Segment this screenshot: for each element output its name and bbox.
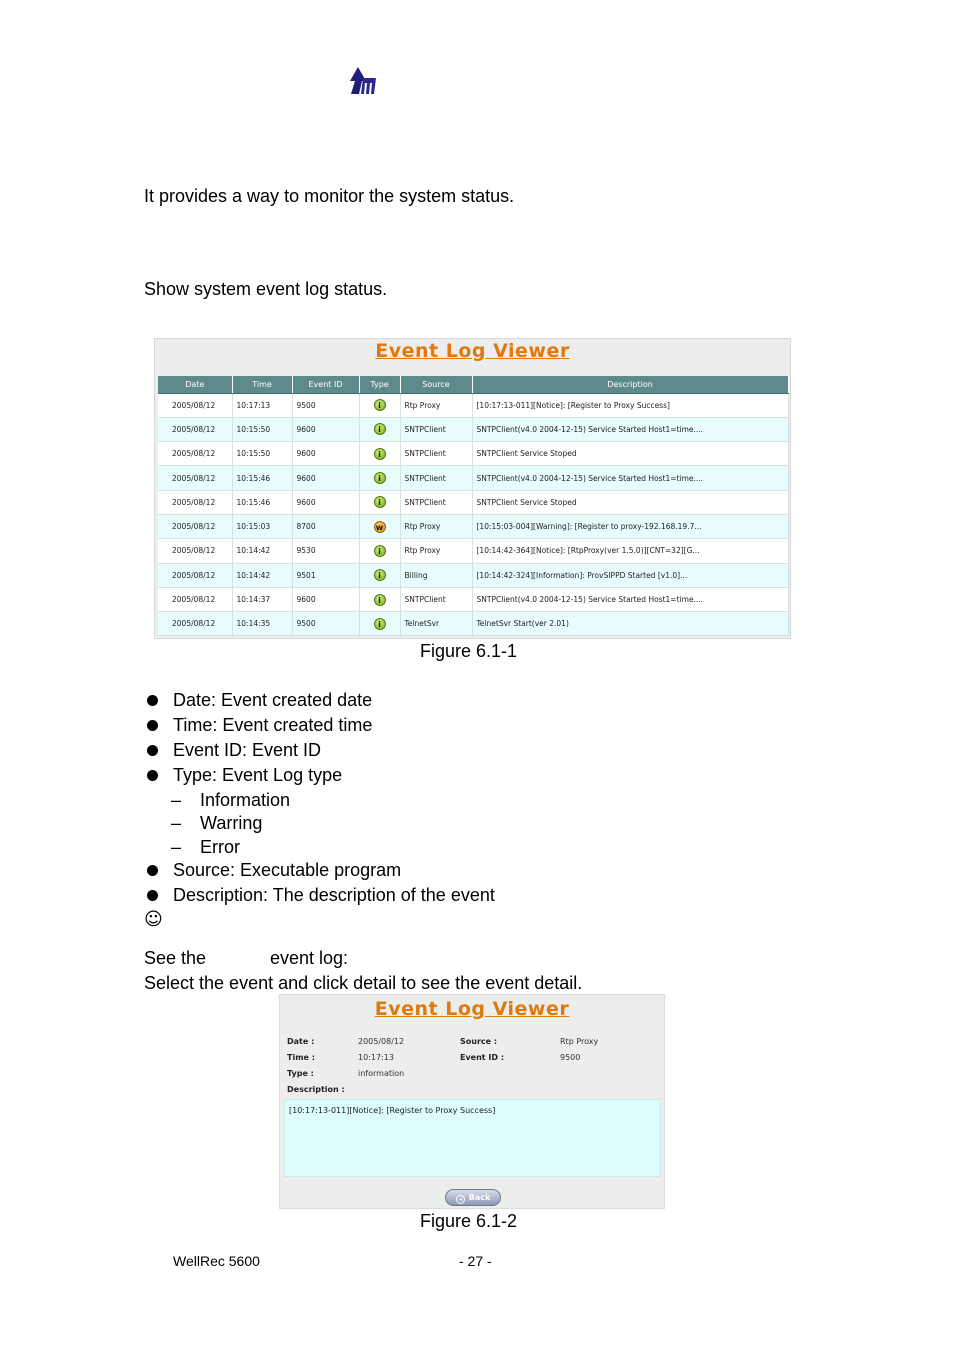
cell-date: 2005/08/12 (158, 612, 232, 636)
cell-description: [10:14:42-324][Information]: ProvSIPPD Started [v1.0]... (472, 563, 788, 587)
cell-source: Rtp Proxy (400, 539, 472, 563)
detail-date-label: Date : (287, 1037, 315, 1046)
back-arrow-icon: ◂ (456, 1195, 465, 1204)
table-row[interactable] (158, 442, 788, 466)
type-value-warring: Warring (200, 813, 263, 833)
information-type-icon: i (374, 569, 386, 581)
bullet-icon (147, 890, 158, 901)
detail-date-value: 2005/08/12 (358, 1037, 405, 1046)
information-type-icon: i (374, 618, 386, 630)
table-row[interactable] (158, 490, 788, 514)
smiley-icon: ☺ (144, 909, 163, 930)
bullet-icon (147, 695, 158, 706)
information-type-icon: i (374, 545, 386, 557)
cell-time: 10:14:42 (232, 563, 292, 587)
cell-description: [10:17:13-011][Notice]: [Register to Proxy Success] (472, 393, 788, 417)
cell-source: SNTPClient (400, 587, 472, 611)
cell-time: 10:17:13 (232, 393, 292, 417)
cell-event-id: 9501 (292, 563, 359, 587)
intro-monitor-text: It provides a way to monitor the system status. (144, 186, 515, 206)
cell-type (359, 442, 400, 466)
type-value-information: Information (200, 790, 291, 810)
cell-type (359, 587, 400, 611)
field-type-text: Type: Event Log type (173, 765, 343, 785)
cell-type (359, 563, 400, 587)
cell-event-id: 8700 (292, 514, 359, 538)
detail-description-box[interactable] (284, 1099, 661, 1177)
column-header-date[interactable]: Date (158, 376, 232, 393)
cell-date: 2005/08/12 (158, 587, 232, 611)
table-row[interactable] (158, 612, 788, 636)
cell-event-id: 9600 (292, 417, 359, 441)
cell-source: SNTPClient (400, 490, 472, 514)
table-row[interactable] (158, 514, 788, 538)
detail-event-log-text: event log: (270, 948, 349, 968)
column-header-time[interactable]: Time (232, 376, 292, 393)
cell-type (359, 393, 400, 417)
cell-type (359, 466, 400, 490)
field-date-text: Date: Event created date (173, 690, 373, 710)
footer-page-number: - 27 - (459, 1253, 492, 1269)
cell-source: TelnetSvr (400, 612, 472, 636)
cell-date: 2005/08/12 (158, 417, 232, 441)
cell-time: 10:15:03 (232, 514, 292, 538)
cell-description: SNTPClient(v4.0 2004-12-15) Service Started Host1=time.... (472, 587, 788, 611)
cell-source: SNTPClient (400, 442, 472, 466)
cell-source: Rtp Proxy (400, 393, 472, 417)
table-row[interactable] (158, 417, 788, 441)
detail-source-value: Rtp Proxy (560, 1037, 599, 1046)
intro-show-text: Show system event log status. (144, 279, 388, 299)
cell-type (359, 417, 400, 441)
cell-time: 10:14:42 (232, 539, 292, 563)
field-event-id-text: Event ID: Event ID (173, 740, 322, 760)
cell-event-id: 9600 (292, 490, 359, 514)
dash-bullet-icon: – (171, 813, 182, 833)
cell-time: 10:15:46 (232, 466, 292, 490)
cell-event-id: 9600 (292, 466, 359, 490)
column-header-type[interactable]: Type (359, 376, 400, 393)
table-header-row (158, 376, 788, 393)
event-detail-screenshot (279, 994, 665, 1209)
detail-description-label: Description : (287, 1085, 345, 1094)
event-log-viewer-screenshot (154, 338, 791, 639)
cell-event-id: 9500 (292, 393, 359, 417)
cell-date: 2005/08/12 (158, 490, 232, 514)
cell-date: 2005/08/12 (158, 514, 232, 538)
cell-event-id: 9500 (292, 612, 359, 636)
field-source-text: Source: Executable program (173, 860, 402, 880)
company-logo-icon (349, 67, 379, 95)
detail-description-value: [10:17:13-011][Notice]: [Register to Proxy Success] (289, 1106, 496, 1115)
cell-event-id: 9600 (292, 587, 359, 611)
cell-source: Billing (400, 563, 472, 587)
cell-event-id: 9600 (292, 442, 359, 466)
information-type-icon: i (374, 594, 386, 606)
cell-description: SNTPClient Service Stoped (472, 442, 788, 466)
column-header-description[interactable]: Description (472, 376, 788, 393)
detail-event-id-value: 9500 (560, 1053, 581, 1062)
back-button-label: Back (468, 1193, 491, 1202)
detail-type-value: information (358, 1069, 405, 1078)
back-button[interactable] (445, 1189, 501, 1206)
dash-bullet-icon: – (171, 837, 182, 857)
warning-type-icon: w (374, 521, 386, 533)
dash-bullet-icon: – (171, 790, 182, 810)
cell-type (359, 514, 400, 538)
detail-see-text: See the (144, 948, 207, 968)
cell-description: TelnetSvr Start(ver 2.01) (472, 612, 788, 636)
cell-description: SNTPClient(v4.0 2004-12-15) Service Started Host1=time.... (472, 466, 788, 490)
event-log-viewer-title: Event Log Viewer (375, 340, 570, 362)
bullet-icon (147, 745, 158, 756)
cell-date: 2005/08/12 (158, 563, 232, 587)
detail-source-label: Source : (460, 1037, 498, 1046)
detail-type-label: Type : (287, 1069, 314, 1078)
cell-description: [10:15:03-004][Warning]: [Register to proxy-192.168.19.7... (472, 514, 788, 538)
field-description-text: Description: The description of the event (173, 885, 495, 905)
cell-type (359, 539, 400, 563)
cell-time: 10:15:50 (232, 417, 292, 441)
figure-caption-1: Figure 6.1-1 (420, 641, 518, 661)
cell-event-id: 9530 (292, 539, 359, 563)
field-time-text: Time: Event created time (173, 715, 373, 735)
detail-time-label: Time : (287, 1053, 315, 1062)
cell-source: SNTPClient (400, 466, 472, 490)
information-type-icon: i (374, 423, 386, 435)
cell-type (359, 490, 400, 514)
detail-event-id-label: Event ID : (460, 1053, 505, 1062)
cell-time: 10:14:35 (232, 612, 292, 636)
cell-source: SNTPClient (400, 417, 472, 441)
cell-description: SNTPClient(v4.0 2004-12-15) Service Started Host1=time.... (472, 417, 788, 441)
table-row[interactable] (158, 539, 788, 563)
cell-date: 2005/08/12 (158, 442, 232, 466)
cell-source: Rtp Proxy (400, 514, 472, 538)
bullet-icon (147, 865, 158, 876)
column-header-event-id[interactable]: Event ID (292, 376, 359, 393)
detail-select-text: Select the event and click detail to see the event detail. (144, 973, 583, 993)
cell-type (359, 612, 400, 636)
type-value-error: Error (200, 837, 240, 857)
bullet-icon (147, 770, 158, 781)
bullet-icon (147, 720, 158, 731)
column-header-source[interactable]: Source (400, 376, 472, 393)
table-row[interactable] (158, 466, 788, 490)
information-type-icon: i (374, 496, 386, 508)
detail-time-value: 10:17:13 (358, 1053, 394, 1062)
information-type-icon: i (374, 472, 386, 484)
figure-caption-2: Figure 6.1-2 (420, 1211, 518, 1231)
cell-date: 2005/08/12 (158, 539, 232, 563)
cell-time: 10:15:46 (232, 490, 292, 514)
cell-date: 2005/08/12 (158, 393, 232, 417)
event-log-table (158, 376, 789, 636)
table-row[interactable] (158, 393, 788, 417)
information-type-icon: i (374, 399, 386, 411)
footer-product: WellRec 5600 (173, 1253, 260, 1269)
table-row[interactable] (158, 587, 788, 611)
cell-date: 2005/08/12 (158, 466, 232, 490)
cell-time: 10:14:37 (232, 587, 292, 611)
information-type-icon: i (374, 448, 386, 460)
event-detail-title: Event Log Viewer (374, 998, 570, 1020)
table-row[interactable] (158, 563, 788, 587)
cell-time: 10:15:50 (232, 442, 292, 466)
cell-description: [10:14:42-364][Notice]: [RtpProxy(ver 1.5.0)][CNT=32][G... (472, 539, 788, 563)
cell-description: SNTPClient Service Stoped (472, 490, 788, 514)
